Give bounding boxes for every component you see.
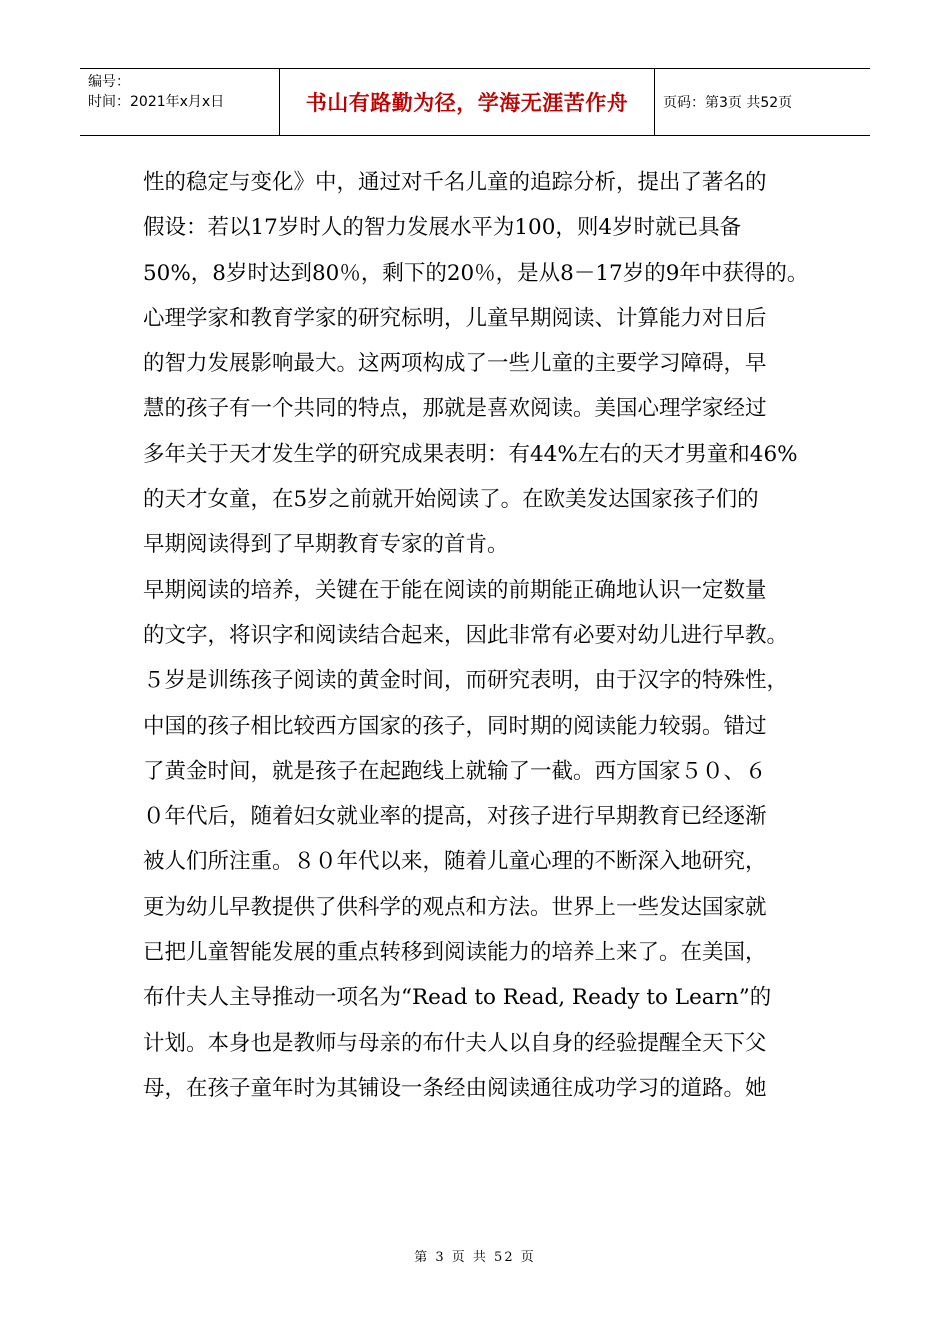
body-line: 了黄金时间，就是孩子在起跑线上就输了一截。西方国家５０、６: [143, 758, 767, 784]
body-line: 计划。本身也是教师与母亲的布什夫人以自身的经验提醒全天下父: [143, 1030, 767, 1056]
body-line: 已把儿童智能发展的重点转移到阅读能力的培养上来了。在美国，: [143, 940, 767, 966]
body-line: 心理学家和教育学家的研究标明，儿童早期阅读、计算能力对日后: [143, 305, 767, 331]
header-page-info: 页码：第3页 共52页: [663, 95, 793, 111]
body-line: 性的稳定与变化》中，通过对千名儿童的追踪分析，提出了著名的: [143, 170, 767, 195]
header-motto: 书山有路勤为径，学海无涯苦作舟: [280, 69, 655, 135]
body-line: 早期阅读的培养，关键在于能在阅读的前期能正确地认识一定数量: [143, 577, 767, 603]
page-header: [80, 68, 870, 136]
body-line: 被人们所注重。８０年代以来，随着儿童心理的不断深入地研究，: [143, 849, 767, 875]
body-line: ５岁是训练孩子阅读的黄金时间，而研究表明，由于汉字的特殊性，: [143, 668, 789, 694]
body-line: 50%，8岁时达到80％，剩下的20％，是从8－17岁的9年中获得的。: [143, 260, 809, 286]
body-line: 多年关于天才发生学的研究成果表明：有44%左右的天才男童和46%: [143, 441, 798, 467]
body-line: 早期阅读得到了早期教育专家的首肯。: [143, 532, 509, 558]
body-line: ０年代后，随着妇女就业率的提高，对孩子进行早期教育已经逐渐: [143, 804, 767, 830]
body-line: 的智力发展影响最大。这两项构成了一些儿童的主要学习障碍，早: [143, 351, 767, 377]
body-line: 更为幼儿早教提供了供科学的观点和方法。世界上一些发达国家就: [143, 894, 767, 920]
body-line: 布什夫人主导推动一项名为“Read to Read, Ready to Learn”的: [143, 985, 772, 1011]
body-line: 的文字，将识字和阅读结合起来，因此非常有必要对幼儿进行早教。: [143, 622, 789, 648]
body-line: 慧的孩子有一个共同的特点，那就是喜欢阅读。美国心理学家经过: [143, 396, 767, 422]
document-number-label: 编号：: [88, 74, 130, 90]
body-line: 的天才女童，在5岁之前就开始阅读了。在欧美发达国家孩子们的: [143, 487, 759, 513]
body-line: 假设：若以17岁时人的智力发展水平为100，则4岁时就已具备: [143, 215, 742, 241]
document-date: 时间：2021年x月x日: [88, 94, 225, 110]
body-line: 中国的孩子相比较西方国家的孩子，同时期的阅读能力较弱。错过: [143, 713, 767, 739]
document-body: [143, 160, 823, 1111]
header-meta-cell: [80, 69, 280, 135]
body-line: 母，在孩子童年时为其铺设一条经由阅读通往成功学习的道路。她: [143, 1075, 767, 1101]
page-footer: 第 3 页 共 52 页: [414, 1250, 536, 1265]
